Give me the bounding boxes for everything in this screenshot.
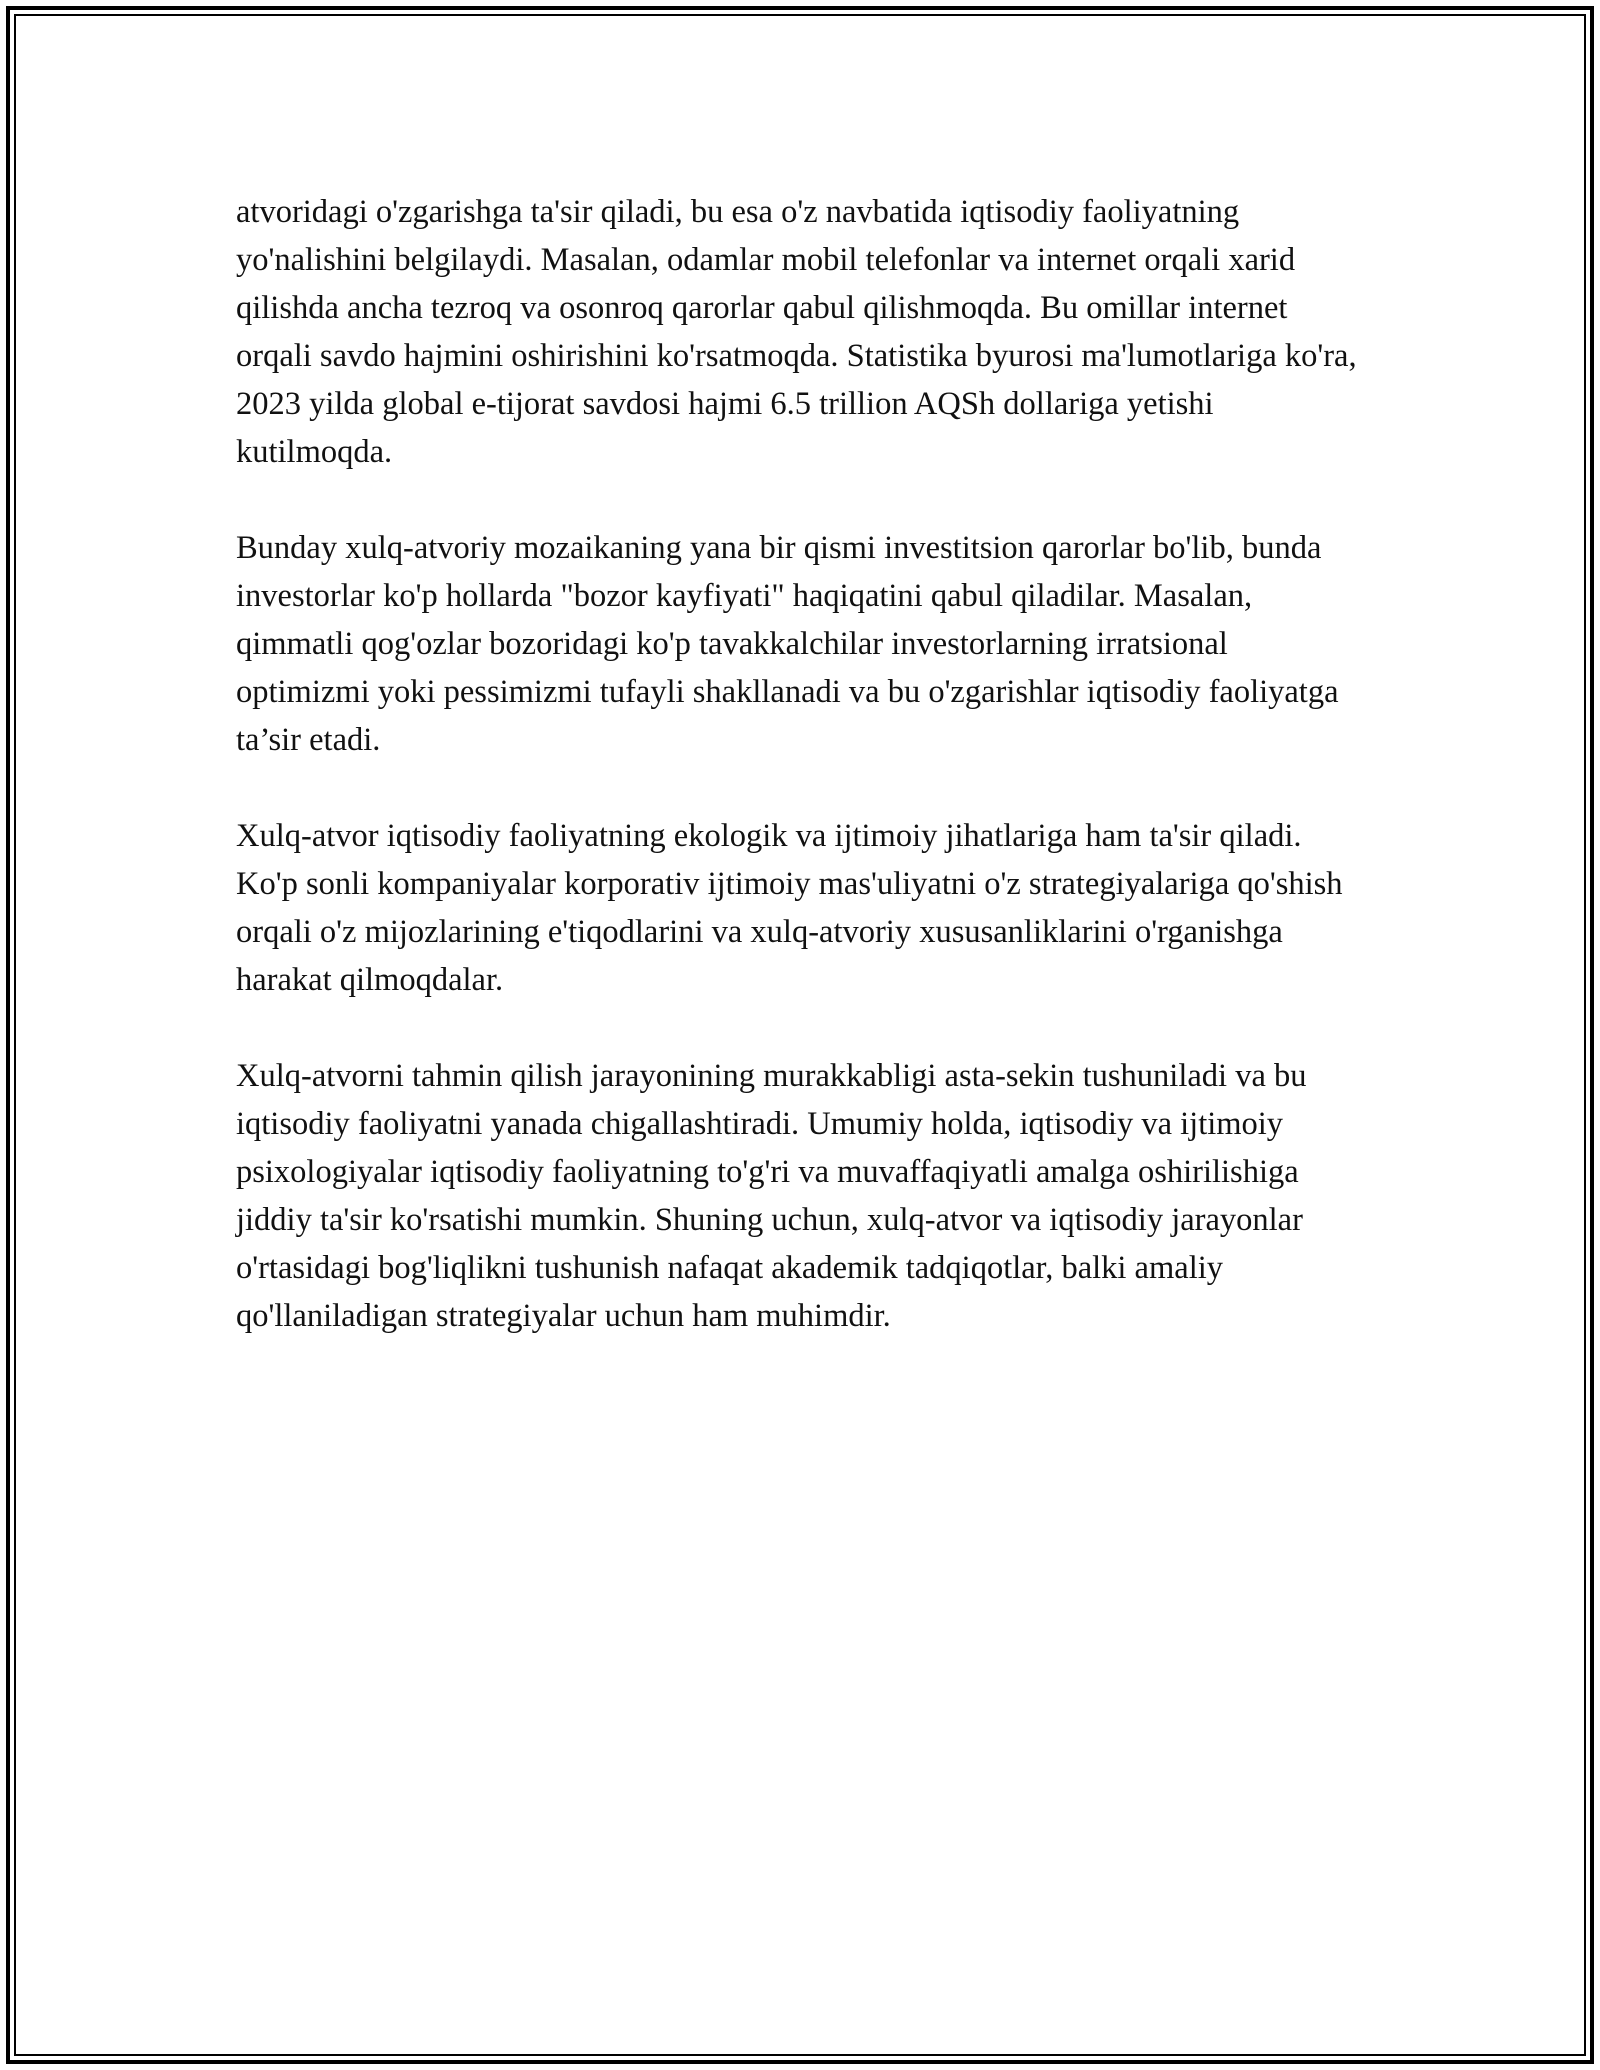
paragraph-1: atvoridagi o'zgarishga ta'sir qiladi, bu esa o'z navbatida iqtisodiy faoliyatning yo'nalishini belgilaydi. Masalan, odamlar mobil telefonlar va internet orqali xarid qilishda ancha tezroq va osonroq qarorlar qabul qilishmoqda. Bu omillar internet orqali savdo hajmini oshirishini ko'rsatmoqda. Statistika byurosi ma'lumotlariga ko'ra, 2023 yilda global e-tijorat savdosi hajmi 6.5 trillion AQSh dollariga yetishi kutilmoqda. [236,194,1357,470]
paragraph-3: Xulq-atvor iqtisodiy faoliyatning ekologik va ijtimoiy jihatlariga ham ta'sir qiladi. Ko'p sonli kompaniyalar korporativ ijtimoiy mas'uliyatni o'z strategiyalariga qo'shish orqali o'z mijozlarining e'tiqodlarini va xulq-atvoriy xususanliklarini o'rganishga harakat qilmoqdalar. [236,818,1343,998]
paragraph-4: Xulq-atvorni tahmin qilish jarayonining murakkabligi asta-sekin tushuniladi va bu iqtisodiy faoliyatni yanada chigallashtiradi. Umumiy holda, iqtisodiy va ijtimoiy psixologiyalar iqtisodiy faoliyatning to'g'ri va muvaffaqiyatli amalga oshirilishiga jiddiy ta'sir ko'rsatishi mumkin. Shuning uchun, xulq-atvor va iqtisodiy jarayonlar o'rtasidagi bog'liqlikni tushunish nafaqat akademik tadqiqotlar, balki amaliy qo'llaniladigan strategiyalar uchun ham muhimdir. [236,1058,1307,1334]
paragraph-2: Bunday xulq-atvoriy mozaikaning yana bir qismi investitsion qarorlar bo'lib, bunda investorlar ko'p hollarda "bozor kayfiyati" haqiqatini qabul qiladilar. Masalan, qimmatli qog'ozlar bozoridagi ko'p tavakkalchilar investorlarning irratsional optimizmi yoki pessimizmi tufayli shakllanadi va bu o'zgarishlar iqtisodiy faoliyatga ta’sir etadi. [236,530,1339,758]
document-body [236,188,1366,1388]
